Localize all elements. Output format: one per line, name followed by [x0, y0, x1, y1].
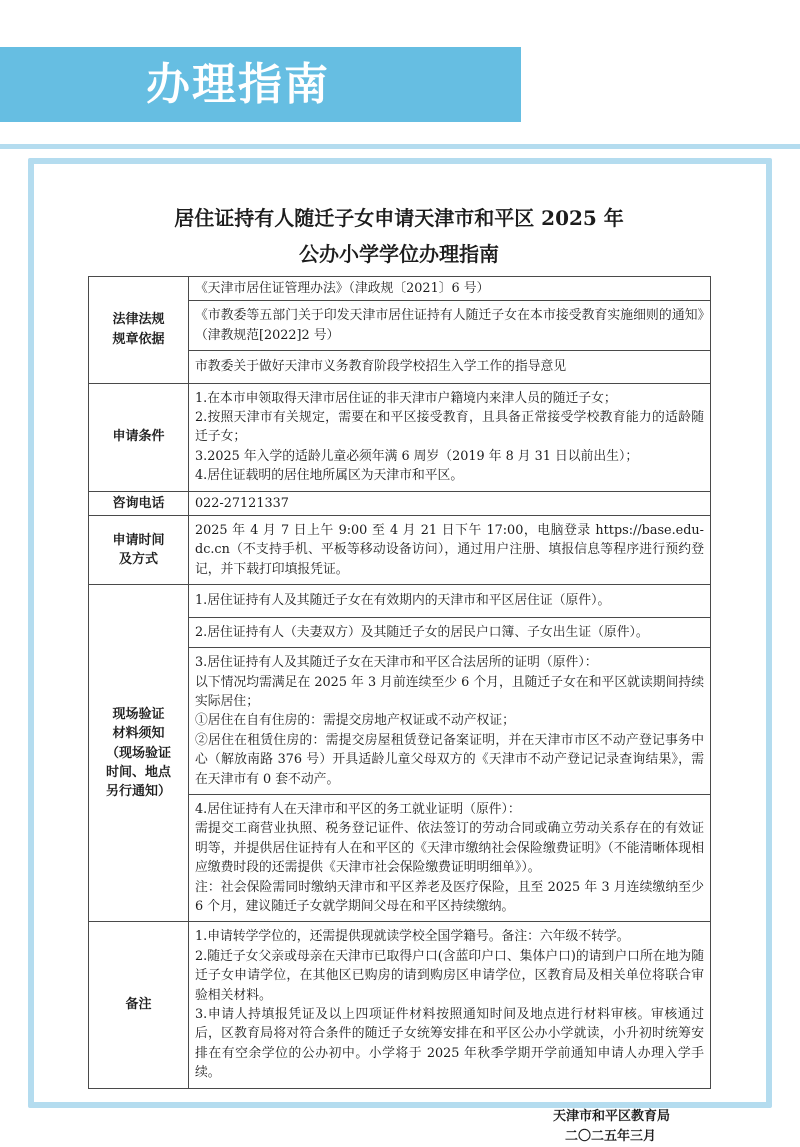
- label-line: 材料须知: [112, 726, 165, 742]
- table-row-conditions: [89, 383, 711, 491]
- header-banner: [0, 47, 521, 122]
- onsite-item-3-rented-housing: ②居住在租赁住房的：需提交房屋租赁登记备案证明，并在天津市市区不动产登记事务中心（解放南路 376 号）开具适龄儿童父母双方的《天津市不动产登记记录查询结果》，需在天津市有 0 套不动产。: [195, 732, 704, 787]
- label-hotline: [89, 491, 189, 515]
- onsite-item-1-text: 1.居住证持有人及其随迁子女在有效期内的天津市和平区居住证（原件）。: [195, 593, 611, 609]
- table-row-legal-basis-1: [89, 277, 711, 301]
- condition-item-2: 2.按照天津市有关规定，需要在和平区接受教育，且具备正常接受学校教育能力的适龄随迁子女；: [195, 410, 704, 445]
- remark-item-1: 1.申请转学学位的，还需提供现就读学校全国学籍号。备注：六年级不转学。: [195, 929, 630, 945]
- header-divider-line: [0, 144, 800, 149]
- label-line: （现场验证: [105, 745, 171, 761]
- onsite-item-3-requirement: 以下情况均需满足在 2025 年 3 月前连续至少 6 个月，且随迁子女在和平区就读期间持续实际居住；: [195, 674, 704, 709]
- label-legal-basis: [89, 277, 189, 384]
- condition-item-4: 4.居住证载明的居住地所属区为天津市和平区。: [195, 468, 464, 484]
- onsite-item-3-own-housing: ①居住在自有住房的：需提交房地产权证或不动产权证；: [195, 713, 515, 729]
- onsite-item-3: [189, 648, 711, 795]
- issuer-block: [553, 1107, 671, 1147]
- legal-basis-item-3: 市教委关于做好天津市义务教育阶段学校招生入学工作的指导意见: [189, 351, 711, 383]
- issuer-name: 天津市和平区教育局: [553, 1108, 671, 1124]
- label-line: 时间、地点: [105, 765, 171, 781]
- issue-date: 二〇二五年三月: [564, 1128, 656, 1144]
- document-title-line-1: 居住证持有人随迁子女申请天津市和平区 2025 年: [174, 206, 624, 230]
- label-conditions: [89, 383, 189, 491]
- guide-table: [88, 276, 711, 1089]
- legal-basis-item-1: 《天津市居住证管理办法》（津政规〔2021〕6 号）: [189, 277, 711, 301]
- label-line: 另行通知）: [105, 784, 171, 800]
- onsite-item-3-heading: 3.居住证持有人及其随迁子女在天津市和平区合法居所的证明（原件）：: [195, 655, 598, 671]
- condition-item-3: 3.2025 年入学的适龄儿童必须年满 6 周岁（2019 年 8 月 31 日以前出生）；: [195, 448, 639, 464]
- banner-title: 办理指南: [146, 59, 330, 110]
- legal-basis-item-2: 《市教委等五部门关于印发天津市居住证持有人随迁子女在本市接受教育实施细则的通知》（津教规范[2022]2 号）: [189, 301, 711, 351]
- label-line: 法律法规: [112, 312, 165, 328]
- onsite-item-1: [189, 585, 711, 617]
- document-title: [88, 200, 710, 272]
- label-line: 申请条件: [112, 429, 165, 445]
- onsite-item-2: [189, 617, 711, 647]
- conditions-cell: [189, 383, 711, 491]
- table-row-onsite-1: [89, 585, 711, 617]
- label-time-method: [89, 516, 189, 585]
- table-row-time-method: [89, 516, 711, 585]
- onsite-item-4: [189, 794, 711, 921]
- remark-item-2: 2.随迁子女父亲或母亲在天津市已取得户口(含蓝印户口、集体户口)的请到户口所在地为随迁子女申请学位，在其他区已购房的请到购房区申请学位，区教育局及相关单位将联合审验相关材料。: [195, 948, 704, 1003]
- label-onsite-materials: [89, 585, 189, 922]
- condition-item-1: 1.在本市申领取得天津市居住证的非天津市户籍境内来津人员的随迁子女；: [195, 390, 617, 406]
- onsite-item-4-requirement: 需提交工商营业执照、税务登记证件、依法签订的劳动合同或确立劳动关系存在的有效证明等，并提供居住证持有人在和平区的《天津市缴纳社会保险缴费证明》（不能清晰体现相应缴费时段的还需提供《天津市社会保险缴费证明明细单》）。: [195, 821, 704, 876]
- label-line: 规章依据: [112, 331, 165, 347]
- label-line: 咨询电话: [112, 495, 165, 511]
- document-content: [88, 200, 710, 1147]
- label-line: 及方式: [118, 552, 158, 568]
- label-line: 现场验证: [112, 706, 165, 722]
- label-line: 申请时间: [112, 532, 165, 548]
- table-row-remarks: [89, 922, 711, 1088]
- time-method-text: 2025 年 4 月 7 日上午 9:00 至 4 月 21 日下午 17:00，电脑登录 https://base.edu-dc.cn（不支持手机、平板等移动设备访问），通过用户注册、填报信息等程序进行预约登记，并下载打印填报凭证。: [189, 516, 711, 585]
- remark-item-3: 3.申请人持填报凭证及以上四项证件材料按照通知时间及地点进行材料审核。审核通过后，区教育局将对符合条件的随迁子女统筹安排在和平区公办小学就读，小升初时统筹安排在有空余学位的公办初中。小学将于 2025 年秋季学期开学前通知申请人办理入学手续。: [195, 1007, 704, 1081]
- label-line: 备注: [125, 997, 152, 1013]
- document-title-line-2: 公办小学学位办理指南: [299, 242, 499, 266]
- remarks-cell: [189, 922, 711, 1088]
- label-remarks: [89, 922, 189, 1088]
- onsite-item-4-note: 注：社会保险需同时缴纳天津市和平区养老及医疗保险，且至 2025 年 3 月连续缴纳至少 6 个月，建议随迁子女就学期间父母在和平区持续缴纳。: [195, 879, 704, 914]
- onsite-item-4-heading: 4.居住证持有人在天津市和平区的务工就业证明（原件）：: [195, 801, 521, 817]
- hotline-number: 022-27121337: [189, 491, 711, 515]
- table-row-hotline: [89, 491, 711, 515]
- onsite-item-2-text: 2.居住证持有人（夫妻双方）及其随迁子女的居民户口簿、子女出生证（原件）。: [195, 624, 649, 640]
